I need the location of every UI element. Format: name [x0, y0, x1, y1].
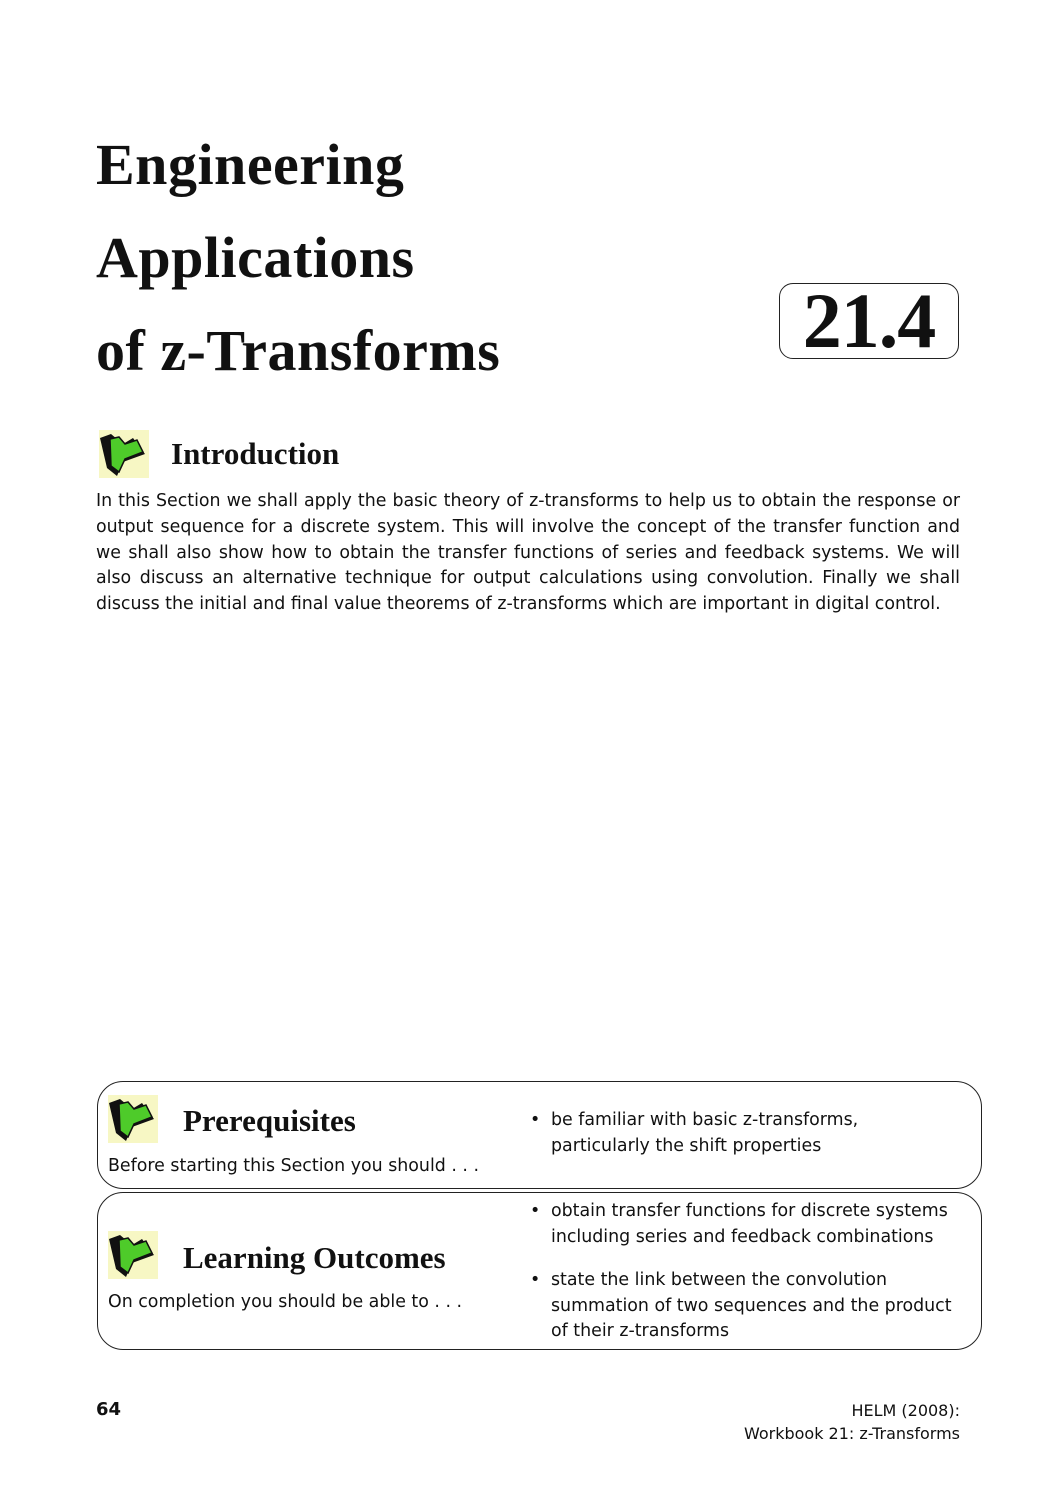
list-item: • obtain transfer functions for discrete systems including series and feedback combinations: [530, 1199, 960, 1250]
title-line-2: Applications: [96, 225, 415, 290]
prerequisites-heading: Prerequisites: [183, 1103, 356, 1138]
learning-outcomes-list: [530, 1199, 960, 1345]
introduction-text: In this Section we shall apply the basic theory of z-transforms to help us to obtain the response or output sequence for a discrete system. This will involve the concept of the transfer function and we shall also show how to obtain the transfer functions of series and feedback systems. We will also discuss an alternative technique for output calculations using convolution. Finally we shall discuss the initial and final value theorems of z-transforms which are important in digital control.: [96, 491, 960, 615]
pointing-hand-icon: [106, 1093, 160, 1145]
introduction-heading: Introduction: [171, 436, 340, 471]
page-title: [96, 118, 736, 397]
title-line-3: of z-Transforms: [96, 318, 501, 383]
title-line-1: Engineering: [96, 132, 405, 197]
prerequisites-list: [530, 1108, 960, 1159]
section-number-badge: 21.4: [779, 283, 959, 359]
learning-outcomes-subtext: On completion you should be able to . . .: [108, 1292, 463, 1312]
list-item: • state the link between the convolution summation of two sequences and the product of their z-transforms: [530, 1268, 960, 1345]
footer-line-1: HELM (2008):: [851, 1401, 960, 1420]
learning-outcomes-heading: Learning Outcomes: [183, 1240, 446, 1275]
pointing-hand-icon: [97, 428, 151, 480]
list-item: • be familiar with basic z-transforms, particularly the shift properties: [530, 1108, 960, 1159]
footer-line-2: Workbook 21: z-Transforms: [743, 1424, 960, 1443]
pointing-hand-icon: [106, 1229, 160, 1281]
footer-reference: [744, 1399, 960, 1445]
page-number: 64: [96, 1399, 122, 1420]
prerequisites-subtext: Before starting this Section you should . . .: [108, 1156, 479, 1176]
